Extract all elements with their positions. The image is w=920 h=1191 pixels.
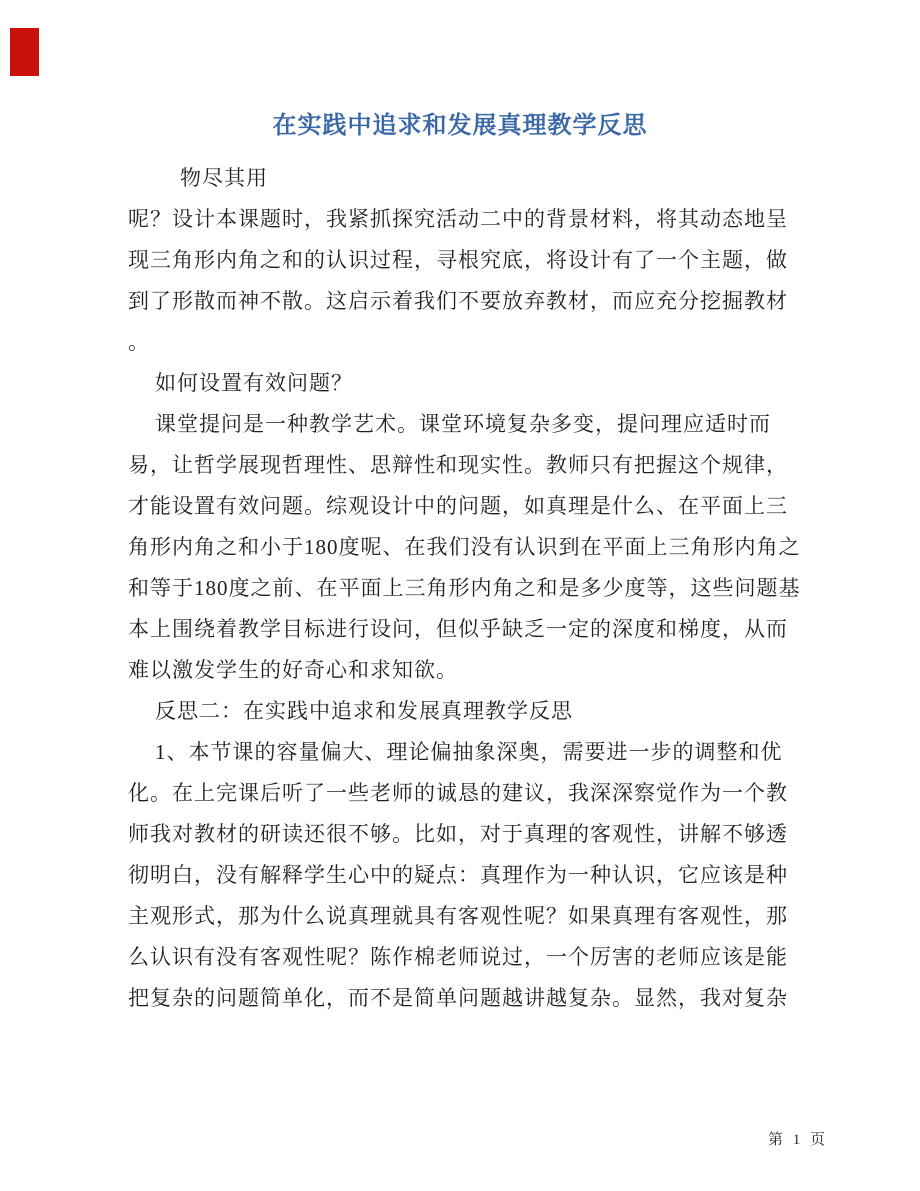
text-line: 1、本节课的容量偏大、理论偏抽象深奥，需要进一步的调整和优 xyxy=(155,740,783,764)
text-line: 难以激发学生的好奇心和求知欲。 xyxy=(128,658,458,682)
page-number-label: 第 1 页 xyxy=(767,1132,828,1148)
text-line: 。 xyxy=(128,330,150,354)
text-line: 么认识有没有客观性呢？陈作棉老师说过，一个厉害的老师应该是能 xyxy=(128,945,788,969)
text-line: 角形内角之和小于180度呢、在我们没有认识到在平面上三角形内角之 xyxy=(128,535,801,559)
text-line: 物尽其用 xyxy=(180,166,268,190)
text-line: 课堂提问是一种教学艺术。课堂环境复杂多变，提问理应适时而 xyxy=(155,412,771,436)
text-line: 到了形散而神不散。这启示着我们不要放弃教材，而应充分挖掘教材 xyxy=(128,289,788,313)
text-line: 师我对教材的研读还很不够。比如，对于真理的客观性，讲解不够透 xyxy=(128,822,788,846)
document-title: 在实践中追求和发展真理教学反思 xyxy=(272,113,648,139)
text-line: 彻明白，没有解释学生心中的疑点：真理作为一种认识，它应该是种 xyxy=(128,863,788,887)
text-line: 反思二：在实践中追求和发展真理教学反思 xyxy=(155,699,573,723)
text-line: 才能设置有效问题。综观设计中的问题，如真理是什么、在平面上三 xyxy=(128,494,788,518)
text-line: 本上围绕着教学目标进行设问，但似乎缺乏一定的深度和梯度，从而 xyxy=(128,617,788,641)
text-line: 现三角形内角之和的认识过程，寻根究底，将设计有了一个主题，做 xyxy=(128,248,788,272)
text-line: 呢？设计本课题时，我紧抓探究活动二中的背景材料，将其动态地呈 xyxy=(128,207,788,231)
text-line: 把复杂的问题简单化，而不是简单问题越讲越复杂。显然，我对复杂 xyxy=(128,986,788,1010)
text-line: 化。在上完课后听了一些老师的诚恳的建议，我深深察觉作为一个教 xyxy=(128,781,788,805)
text-line: 和等于180度之前、在平面上三角形内角之和是多少度等，这些问题基 xyxy=(128,576,801,600)
text-line: 如何设置有效问题？ xyxy=(155,371,353,395)
text-line: 主观形式，那为什么说真理就具有客观性呢？如果真理有客观性，那 xyxy=(128,904,788,928)
red-corner-marker xyxy=(10,28,39,76)
text-line: 易，让哲学展现哲理性、思辩性和现实性。教师只有把握这个规律， xyxy=(128,453,788,477)
document-body xyxy=(128,158,818,1019)
